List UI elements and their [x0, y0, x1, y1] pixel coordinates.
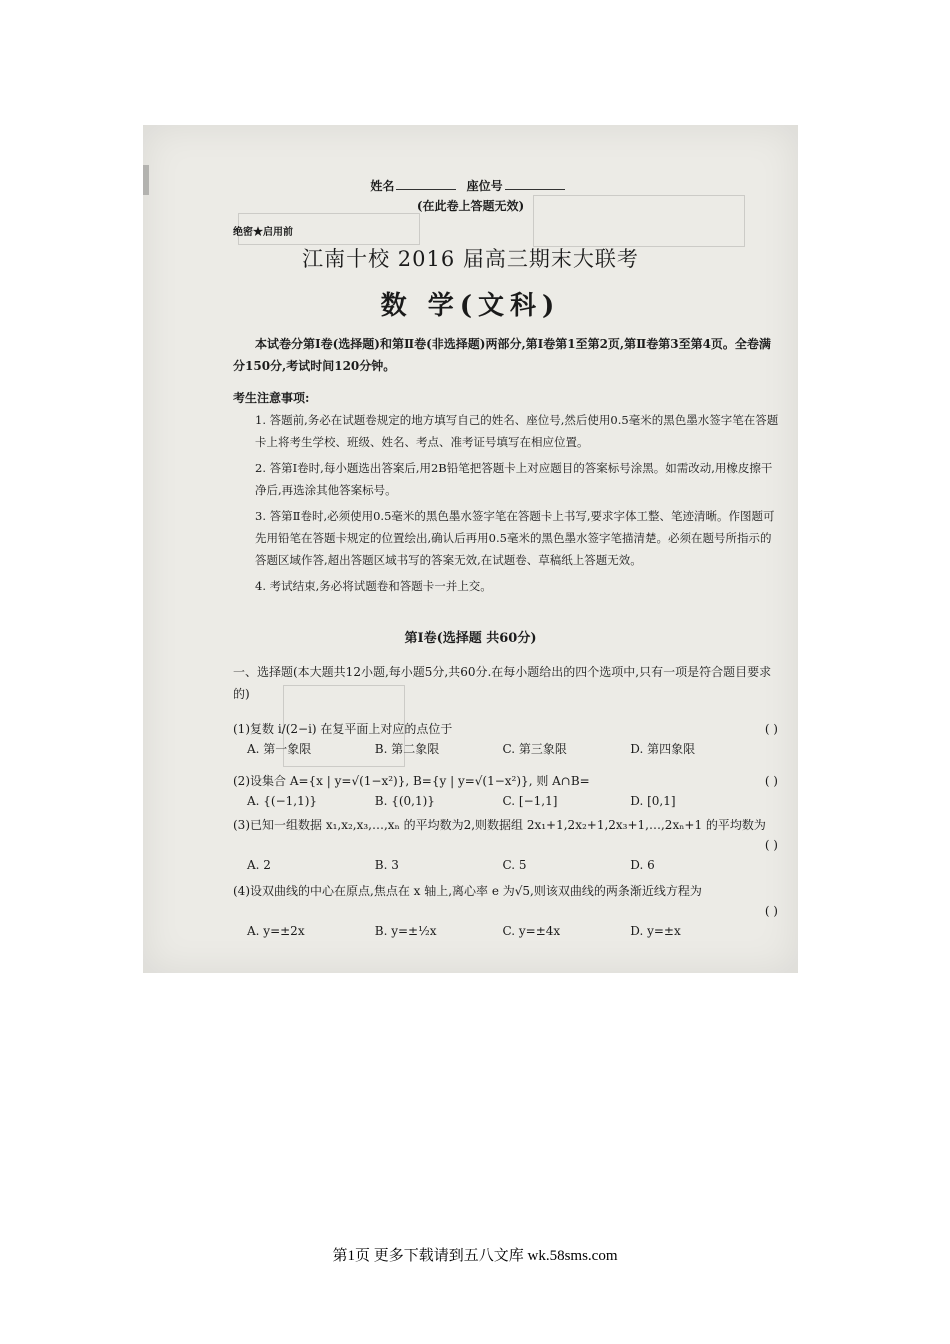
part-intro: 一、选择题(本大题共12小题,每小题5分,共60分.在每小题给出的四个选项中,只有一项是符合题目要求的)	[233, 665, 772, 701]
option-c: C. 第三象限	[502, 742, 567, 756]
option-c: C. y=±4x	[502, 924, 561, 938]
question-stem: (2)设集合 A={x | y=√(1−x²)}, B={y | y=√(1−x²)}, 则 A∩B=	[233, 774, 590, 788]
notice-title: 考生注意事项:	[233, 391, 310, 405]
option-d: D. [0,1]	[630, 794, 676, 808]
option-b: B. 3	[374, 858, 399, 872]
option-d: D. y=±x	[630, 924, 681, 938]
option-row	[233, 921, 778, 941]
question-3	[233, 815, 778, 875]
name-label: 姓名	[370, 179, 395, 193]
question-4	[233, 881, 778, 941]
intro-paragraph: 本试卷分第Ⅰ卷(选择题)和第Ⅱ卷(非选择题)两部分,第Ⅰ卷第1至第2页,第Ⅱ卷第3至第4页。全卷满分150分,考试时间120分钟。	[233, 337, 771, 373]
question-1	[233, 719, 778, 759]
question-2	[233, 771, 778, 811]
exam-title: 江南十校 2016 届高三期末大联考	[302, 247, 639, 271]
question-stem: (1)复数 i/(2−i) 在复平面上对应的点位于	[233, 722, 453, 736]
answer-paren: ( )	[764, 838, 778, 852]
notice-item: 4. 考试结束,务必将试题卷和答题卡一并上交。	[255, 579, 492, 593]
confidential-mark: 绝密★启用前	[233, 227, 293, 238]
answer-paren-row	[233, 901, 778, 921]
candidate-fields	[143, 177, 798, 194]
invalid-answer-note: (在此卷上答题无效)	[416, 199, 525, 213]
option-row	[233, 855, 778, 875]
option-c: C. [−1,1]	[502, 794, 558, 808]
option-d: D. 6	[630, 858, 655, 872]
option-row	[233, 791, 778, 811]
answer-paren-row	[233, 835, 778, 855]
answer-paren: ( )	[764, 904, 778, 918]
subject-title: 数 学(文科)	[380, 291, 561, 321]
option-a: A. 2	[247, 858, 271, 872]
option-c: C. 5	[502, 858, 527, 872]
option-a: A. y=±2x	[247, 924, 305, 938]
notice-item: 2. 答第Ⅰ卷时,每小题选出答案后,用2B铅笔把答题卡上对应题目的答案标号涂黑。如需改动,用橡皮擦干净后,再选涂其他答案标号。	[255, 461, 773, 497]
page-footer: 第1页 更多下载请到五八文库 wk.58sms.com	[332, 1248, 618, 1264]
notice-item: 1. 答题前,务必在试题卷规定的地方填写自己的姓名、座位号,然后使用0.5毫米的黑色墨水签字笔在答题卡上将考生学校、班级、姓名、考点、准考证号填写在相应位置。	[255, 413, 779, 449]
option-d: D. 第四象限	[630, 742, 696, 756]
name-blank	[396, 179, 456, 190]
option-b: B. y=±½x	[374, 924, 437, 938]
seat-label: 座位号	[466, 179, 503, 193]
answer-paren: ( )	[764, 774, 778, 788]
option-a: A. {(−1,1)}	[247, 794, 318, 808]
answer-paren: ( )	[764, 722, 778, 736]
option-b: B. {(0,1)}	[374, 794, 435, 808]
option-b: B. 第二象限	[374, 742, 440, 756]
notice-item: 3. 答第Ⅱ卷时,必须使用0.5毫米的黑色墨水签字笔在答题卡上书写,要求字体工整、笔迹清晰。作图题可先用铅笔在答题卡规定的位置绘出,确认后再用0.5毫米的黑色墨水签字笔描清楚。必须在题号所指示的答题区域作答,超出答题区域书写的答案无效,在试题卷、草稿纸上答题无效。	[255, 509, 775, 567]
option-a: A. 第一象限	[247, 742, 312, 756]
question-stem: (4)设双曲线的中心在原点,焦点在 x 轴上,离心率 e 为√5,则该双曲线的两条渐近线方程为	[233, 884, 702, 898]
option-row	[233, 739, 778, 759]
question-stem: (3)已知一组数据 x₁,x₂,x₃,…,xₙ 的平均数为2,则数据组 2x₁+1,2x₂+1,2x₃+1,…,2xₙ+1 的平均数为	[233, 818, 766, 832]
notice-list	[255, 409, 780, 601]
section-title: 第Ⅰ卷(选择题 共60分)	[404, 631, 537, 646]
seat-blank	[505, 179, 565, 190]
scanned-exam-page	[143, 125, 798, 973]
